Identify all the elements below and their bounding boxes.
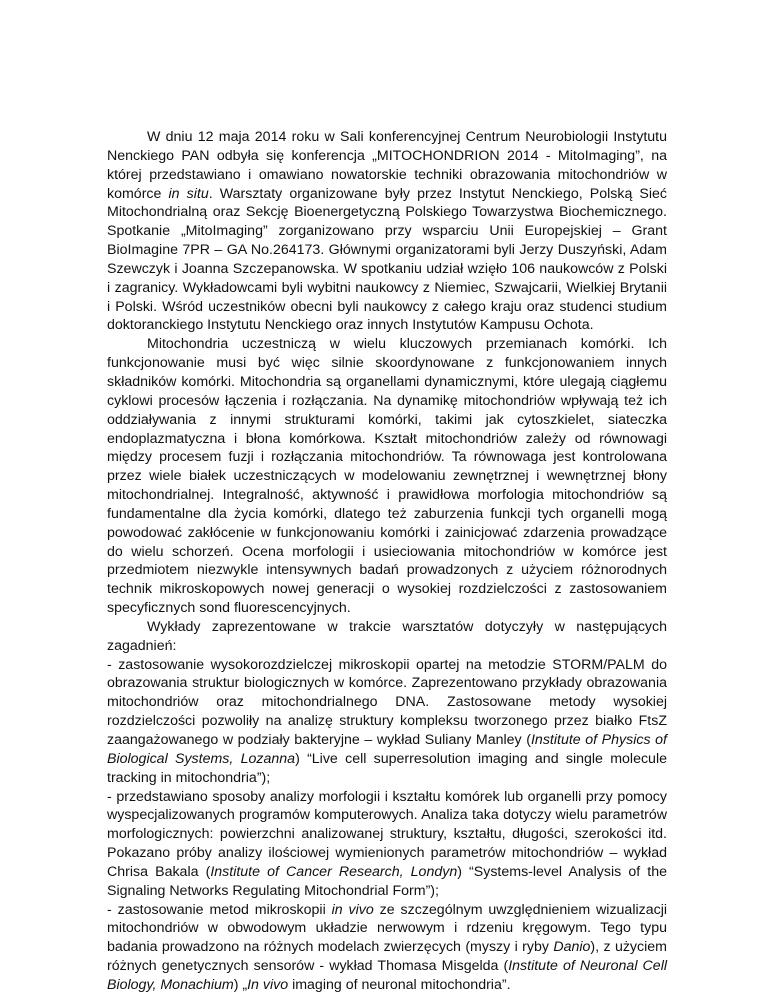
list-item-morphology <box>107 788 667 901</box>
text-run: ) “Systems-level Analysis of the Signaling Networks Regulating Mitochondrial Form”); <box>107 863 667 899</box>
text-run: W dniu 12 maja 2014 roku w Sali konferencyjnej Centrum Neurobiologii Instytutu Nenckiego PAN odbyła się konferencja „MITOCHONDRION 2014 - MitoImaging”, na której przedstawiano i omawiano nowatorskie techniki obrazowania mitochondriów w komórce <box>107 129 667 202</box>
text-run: imaging of neuronal mitochondria”. <box>288 976 511 993</box>
italic-run: in situ <box>168 185 209 202</box>
italic-run: In vivo <box>247 976 289 993</box>
italic-run: in vivo <box>331 901 374 918</box>
text-run: ) “Live cell superresolution imaging and single molecule tracking in mitochondria”); <box>107 750 667 786</box>
text-run: Mitochondria uczestniczą w wielu kluczowych przemianach komórki. Ich funkcjonowanie musi być więc silnie skoordynowane z funkcjonowaniem innych składników komórki. Mitochondria są organellami dynamicznymi, które ulegają ciągłemu cyklowi procesów łączenia i rozłączania. Na dynamikę mitochondriów wpływają też ich oddziaływania z innymi strukturami komórki, takimi jak cytoszkielet, siateczka endoplazmatyczna i błona komórkowa. Kształt mitochondriów zależy od równowagi między procesem fuzji i rozłączania mitochondriów. Ta równowaga jest kontrolowana przez wiele białek uczestniczących w modelowaniu zewnętrznej i wewnętrznej błony mitochondrialnej. Integralność, aktywność i prawidłowa morfologia mitochondriów są fundamentalne dla życia komórki, dlatego też zaburzenia funkcji tych organelli mogą powodować zakłócenie w funkcjonowaniu komórki i zainicjować zdarzenia prowadzące do wielu schorzeń. Ocena morfologii i usieciowania mitochondriów w komórce jest przedmiotem niezwykle intensywnych badań prowadzonych z użyciem różnorodnych technik mikroskopowych nowej generacji o wysokiej rozdzielczości z zastosowaniem specyficznych sond fluorescencyjnych. <box>107 336 667 617</box>
text-run: - zastosowanie metod mikroskopii <box>107 901 332 918</box>
italic-run: Institute of Cancer Research, Londyn <box>210 863 458 880</box>
italic-run: Institute of Neuronal Cell Biology, Monachium <box>107 958 668 993</box>
text-run: Wykłady zaprezentowane w trakcie warsztatów dotyczyły w następujących zagadnień: <box>107 618 667 654</box>
paragraph-mitochondria <box>107 335 667 618</box>
text-run: ze szczególnym uwzględnieniem wizualizacji mitochondriów w obwodowym układzie nerwowym i rdzeniu kręgowym. Tego typu badania prowadzono na różnych modelach zwierzęcych (myszy i ryby <box>107 901 667 956</box>
list-item-storm-palm <box>107 656 667 788</box>
italic-run: Danio <box>553 939 591 956</box>
text-run: - zastosowanie wysokorozdzielczej mikroskopii opartej na metodzie STORM/PALM do obrazowania struktur biologicznych w komórce. Zaprezentowano przykłady obrazowania mitochondriów oraz mitochondrialnego DNA. Zastosowane metody wysokiej rozdzielczości pozwoliły na analizę struktury kompleksu tworzonego przez białko FtsZ zaangażowanego w podziały bakteryjne – wykład Suliany Manley ( <box>107 656 667 748</box>
paragraph-lectures-intro <box>107 618 667 656</box>
text-run: ), z użyciem różnych genetycznych sensorów - wykład Thomasa Misgelda ( <box>107 939 667 975</box>
paragraph-intro <box>107 128 667 335</box>
document-page <box>107 128 667 995</box>
italic-run: Institute of Physics of Biological Systems, Lozanna <box>107 732 667 767</box>
text-run: - przedstawiano sposoby analizy morfologii i kształtu komórek lub organelli przy pomocy wyspecjalizowanych programów komputerowych. Analiza taka dotyczy wielu parametrów morfologicznych: powierzchni analizowanej struktury, kształtu, długości, szerokości itd. Pokazano próby analizy ilościowej wymienionych parametrów mitochondriów – wykład Chrisa Bakala ( <box>107 788 667 880</box>
text-run: ) „ <box>233 976 248 993</box>
list-item-in-vivo <box>107 901 667 995</box>
text-run: . Warsztaty organizowane były przez Instytut Nenckiego, Polską Sieć Mitochondrialną oraz Sekcję Bioenergetyczną Polskiego Towarzystwa Biochemicznego. Spotkanie „MitoImaging” zorganizowano przy wsparciu Unii Europejskiej – Grant BioImagine 7PR – GA No.264173. Głównymi organizatorami byli Jerzy Duszyński, Adam Szewczyk i Joanna Szczepanowska. W spotkaniu udział wzięło 106 naukowców z Polski i zagranicy. Wykładowcami byli wybitni naukowcy z Niemiec, Szwajcarii, Wielkiej Brytanii i Polski. Wśród uczestników obecni byli naukowcy z całego kraju oraz studenci studium doktoranckiego Instytutu Nenckiego oraz innych Instytutów Kampusu Ochota. <box>107 185 668 334</box>
